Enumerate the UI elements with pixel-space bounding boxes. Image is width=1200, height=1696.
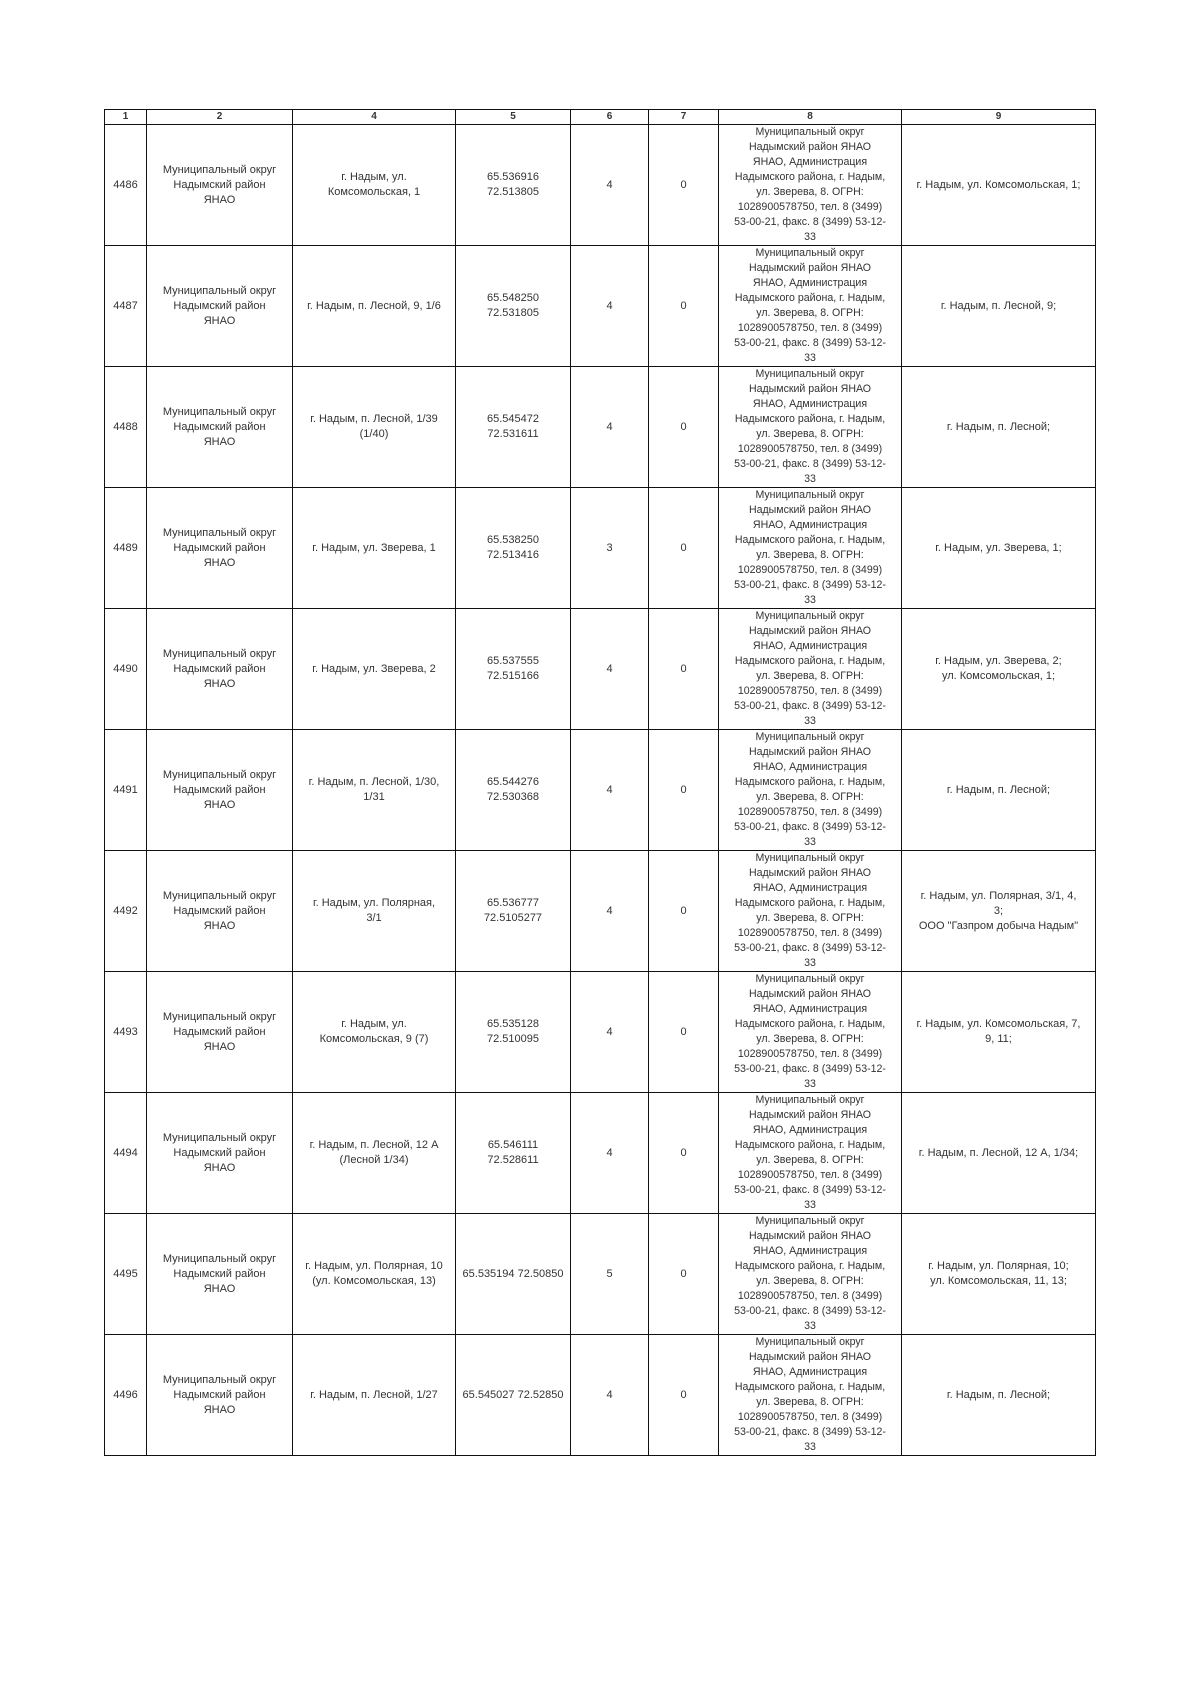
coordinates-cell: 65.538250 72.513416 bbox=[456, 488, 571, 609]
column-6-cell: 4 bbox=[571, 1093, 649, 1214]
served-objects-cell: г. Надым, ул. Полярная, 10; ул. Комсомольская, 11, 13; bbox=[902, 1214, 1096, 1335]
table-body bbox=[105, 125, 1096, 1456]
municipality-cell: Муниципальный округ Надымский район ЯНАО bbox=[147, 125, 293, 246]
holder-cell: Муниципальный округ Надымский район ЯНАО ЯНАО, Администрация Надымского района, г. Надым, ул. Зверева, 8. ОГРН: 1028900578750, тел. 8 (3499) 53-00-21, факс. 8 (3499) 53-12- 33 bbox=[719, 972, 902, 1093]
column-6-cell: 5 bbox=[571, 1214, 649, 1335]
column-6-cell: 4 bbox=[571, 125, 649, 246]
municipality-cell: Муниципальный округ Надымский район ЯНАО bbox=[147, 246, 293, 367]
table-row bbox=[105, 609, 1096, 730]
column-header: 2 bbox=[147, 110, 293, 125]
address-cell: г. Надым, п. Лесной, 1/39 (1/40) bbox=[293, 367, 456, 488]
row-number-cell: 4496 bbox=[105, 1335, 147, 1456]
table-row bbox=[105, 125, 1096, 246]
address-cell: г. Надым, ул. Полярная, 10 (ул. Комсомольская, 13) bbox=[293, 1214, 456, 1335]
served-objects-cell: г. Надым, ул. Комсомольская, 7, 9, 11; bbox=[902, 972, 1096, 1093]
address-cell: г. Надым, п. Лесной, 1/30, 1/31 bbox=[293, 730, 456, 851]
table-row bbox=[105, 851, 1096, 972]
served-objects-cell: г. Надым, п. Лесной; bbox=[902, 730, 1096, 851]
served-objects-cell: г. Надым, ул. Комсомольская, 1; bbox=[902, 125, 1096, 246]
row-number-cell: 4488 bbox=[105, 367, 147, 488]
row-number-cell: 4494 bbox=[105, 1093, 147, 1214]
column-header: 7 bbox=[649, 110, 719, 125]
row-number-cell: 4489 bbox=[105, 488, 147, 609]
row-number-cell: 4491 bbox=[105, 730, 147, 851]
header-row bbox=[105, 110, 1096, 125]
column-header: 8 bbox=[719, 110, 902, 125]
table-row bbox=[105, 367, 1096, 488]
column-7-cell: 0 bbox=[649, 972, 719, 1093]
column-6-cell: 4 bbox=[571, 972, 649, 1093]
table-header bbox=[105, 110, 1096, 125]
address-cell: г. Надым, п. Лесной, 1/27 bbox=[293, 1335, 456, 1456]
address-cell: г. Надым, ул. Комсомольская, 1 bbox=[293, 125, 456, 246]
table-row bbox=[105, 1093, 1096, 1214]
registry-table bbox=[104, 109, 1096, 1456]
column-7-cell: 0 bbox=[649, 1335, 719, 1456]
address-cell: г. Надым, п. Лесной, 12 А (Лесной 1/34) bbox=[293, 1093, 456, 1214]
column-6-cell: 4 bbox=[571, 246, 649, 367]
municipality-cell: Муниципальный округ Надымский район ЯНАО bbox=[147, 851, 293, 972]
holder-cell: Муниципальный округ Надымский район ЯНАО ЯНАО, Администрация Надымского района, г. Надым, ул. Зверева, 8. ОГРН: 1028900578750, тел. 8 (3499) 53-00-21, факс. 8 (3499) 53-12- 33 bbox=[719, 609, 902, 730]
column-6-cell: 4 bbox=[571, 1335, 649, 1456]
holder-cell: Муниципальный округ Надымский район ЯНАО ЯНАО, Администрация Надымского района, г. Надым, ул. Зверева, 8. ОГРН: 1028900578750, тел. 8 (3499) 53-00-21, факс. 8 (3499) 53-12- 33 bbox=[719, 367, 902, 488]
holder-cell: Муниципальный округ Надымский район ЯНАО ЯНАО, Администрация Надымского района, г. Надым, ул. Зверева, 8. ОГРН: 1028900578750, тел. 8 (3499) 53-00-21, факс. 8 (3499) 53-12- 33 bbox=[719, 488, 902, 609]
holder-cell: Муниципальный округ Надымский район ЯНАО ЯНАО, Администрация Надымского района, г. Надым, ул. Зверева, 8. ОГРН: 1028900578750, тел. 8 (3499) 53-00-21, факс. 8 (3499) 53-12- 33 bbox=[719, 125, 902, 246]
coordinates-cell: 65.536916 72.513805 bbox=[456, 125, 571, 246]
coordinates-cell: 65.535194 72.50850 bbox=[456, 1214, 571, 1335]
table-row bbox=[105, 246, 1096, 367]
coordinates-cell: 65.537555 72.515166 bbox=[456, 609, 571, 730]
holder-cell: Муниципальный округ Надымский район ЯНАО ЯНАО, Администрация Надымского района, г. Надым, ул. Зверева, 8. ОГРН: 1028900578750, тел. 8 (3499) 53-00-21, факс. 8 (3499) 53-12- 33 bbox=[719, 1214, 902, 1335]
column-7-cell: 0 bbox=[649, 246, 719, 367]
column-header: 6 bbox=[571, 110, 649, 125]
column-header: 5 bbox=[456, 110, 571, 125]
holder-cell: Муниципальный округ Надымский район ЯНАО ЯНАО, Администрация Надымского района, г. Надым, ул. Зверева, 8. ОГРН: 1028900578750, тел. 8 (3499) 53-00-21, факс. 8 (3499) 53-12- 33 bbox=[719, 246, 902, 367]
served-objects-cell: г. Надым, п. Лесной, 9; bbox=[902, 246, 1096, 367]
served-objects-cell: г. Надым, п. Лесной; bbox=[902, 1335, 1096, 1456]
table-row bbox=[105, 730, 1096, 851]
served-objects-cell: г. Надым, п. Лесной; bbox=[902, 367, 1096, 488]
municipality-cell: Муниципальный округ Надымский район ЯНАО bbox=[147, 1214, 293, 1335]
column-7-cell: 0 bbox=[649, 488, 719, 609]
address-cell: г. Надым, ул. Полярная, 3/1 bbox=[293, 851, 456, 972]
column-6-cell: 4 bbox=[571, 609, 649, 730]
column-header: 1 bbox=[105, 110, 147, 125]
column-7-cell: 0 bbox=[649, 1093, 719, 1214]
municipality-cell: Муниципальный округ Надымский район ЯНАО bbox=[147, 609, 293, 730]
table-row bbox=[105, 1335, 1096, 1456]
coordinates-cell: 65.545472 72.531611 bbox=[456, 367, 571, 488]
column-6-cell: 3 bbox=[571, 488, 649, 609]
table-row bbox=[105, 488, 1096, 609]
served-objects-cell: г. Надым, ул. Зверева, 1; bbox=[902, 488, 1096, 609]
column-header: 4 bbox=[293, 110, 456, 125]
column-7-cell: 0 bbox=[649, 851, 719, 972]
row-number-cell: 4490 bbox=[105, 609, 147, 730]
coordinates-cell: 65.536777 72.5105277 bbox=[456, 851, 571, 972]
column-7-cell: 0 bbox=[649, 367, 719, 488]
served-objects-cell: г. Надым, ул. Зверева, 2; ул. Комсомольская, 1; bbox=[902, 609, 1096, 730]
holder-cell: Муниципальный округ Надымский район ЯНАО ЯНАО, Администрация Надымского района, г. Надым, ул. Зверева, 8. ОГРН: 1028900578750, тел. 8 (3499) 53-00-21, факс. 8 (3499) 53-12- 33 bbox=[719, 1335, 902, 1456]
column-header: 9 bbox=[902, 110, 1096, 125]
table-row bbox=[105, 972, 1096, 1093]
served-objects-cell: г. Надым, ул. Полярная, 3/1, 4, 3; ООО "Газпром добыча Надым" bbox=[902, 851, 1096, 972]
row-number-cell: 4493 bbox=[105, 972, 147, 1093]
column-7-cell: 0 bbox=[649, 609, 719, 730]
coordinates-cell: 65.535128 72.510095 bbox=[456, 972, 571, 1093]
municipality-cell: Муниципальный округ Надымский район ЯНАО bbox=[147, 972, 293, 1093]
municipality-cell: Муниципальный округ Надымский район ЯНАО bbox=[147, 1335, 293, 1456]
address-cell: г. Надым, ул. Зверева, 2 bbox=[293, 609, 456, 730]
row-number-cell: 4495 bbox=[105, 1214, 147, 1335]
row-number-cell: 4492 bbox=[105, 851, 147, 972]
coordinates-cell: 65.544276 72.530368 bbox=[456, 730, 571, 851]
holder-cell: Муниципальный округ Надымский район ЯНАО ЯНАО, Администрация Надымского района, г. Надым, ул. Зверева, 8. ОГРН: 1028900578750, тел. 8 (3499) 53-00-21, факс. 8 (3499) 53-12- 33 bbox=[719, 851, 902, 972]
address-cell: г. Надым, ул. Комсомольская, 9 (7) bbox=[293, 972, 456, 1093]
column-6-cell: 4 bbox=[571, 367, 649, 488]
municipality-cell: Муниципальный округ Надымский район ЯНАО bbox=[147, 367, 293, 488]
coordinates-cell: 65.546111 72.528611 bbox=[456, 1093, 571, 1214]
row-number-cell: 4486 bbox=[105, 125, 147, 246]
municipality-cell: Муниципальный округ Надымский район ЯНАО bbox=[147, 1093, 293, 1214]
column-6-cell: 4 bbox=[571, 851, 649, 972]
municipality-cell: Муниципальный округ Надымский район ЯНАО bbox=[147, 730, 293, 851]
coordinates-cell: 65.548250 72.531805 bbox=[456, 246, 571, 367]
holder-cell: Муниципальный округ Надымский район ЯНАО ЯНАО, Администрация Надымского района, г. Надым, ул. Зверева, 8. ОГРН: 1028900578750, тел. 8 (3499) 53-00-21, факс. 8 (3499) 53-12- 33 bbox=[719, 1093, 902, 1214]
column-7-cell: 0 bbox=[649, 730, 719, 851]
served-objects-cell: г. Надым, п. Лесной, 12 А, 1/34; bbox=[902, 1093, 1096, 1214]
address-cell: г. Надым, п. Лесной, 9, 1/6 bbox=[293, 246, 456, 367]
row-number-cell: 4487 bbox=[105, 246, 147, 367]
coordinates-cell: 65.545027 72.52850 bbox=[456, 1335, 571, 1456]
column-7-cell: 0 bbox=[649, 1214, 719, 1335]
column-6-cell: 4 bbox=[571, 730, 649, 851]
holder-cell: Муниципальный округ Надымский район ЯНАО ЯНАО, Администрация Надымского района, г. Надым, ул. Зверева, 8. ОГРН: 1028900578750, тел. 8 (3499) 53-00-21, факс. 8 (3499) 53-12- 33 bbox=[719, 730, 902, 851]
column-7-cell: 0 bbox=[649, 125, 719, 246]
municipality-cell: Муниципальный округ Надымский район ЯНАО bbox=[147, 488, 293, 609]
address-cell: г. Надым, ул. Зверева, 1 bbox=[293, 488, 456, 609]
table-row bbox=[105, 1214, 1096, 1335]
